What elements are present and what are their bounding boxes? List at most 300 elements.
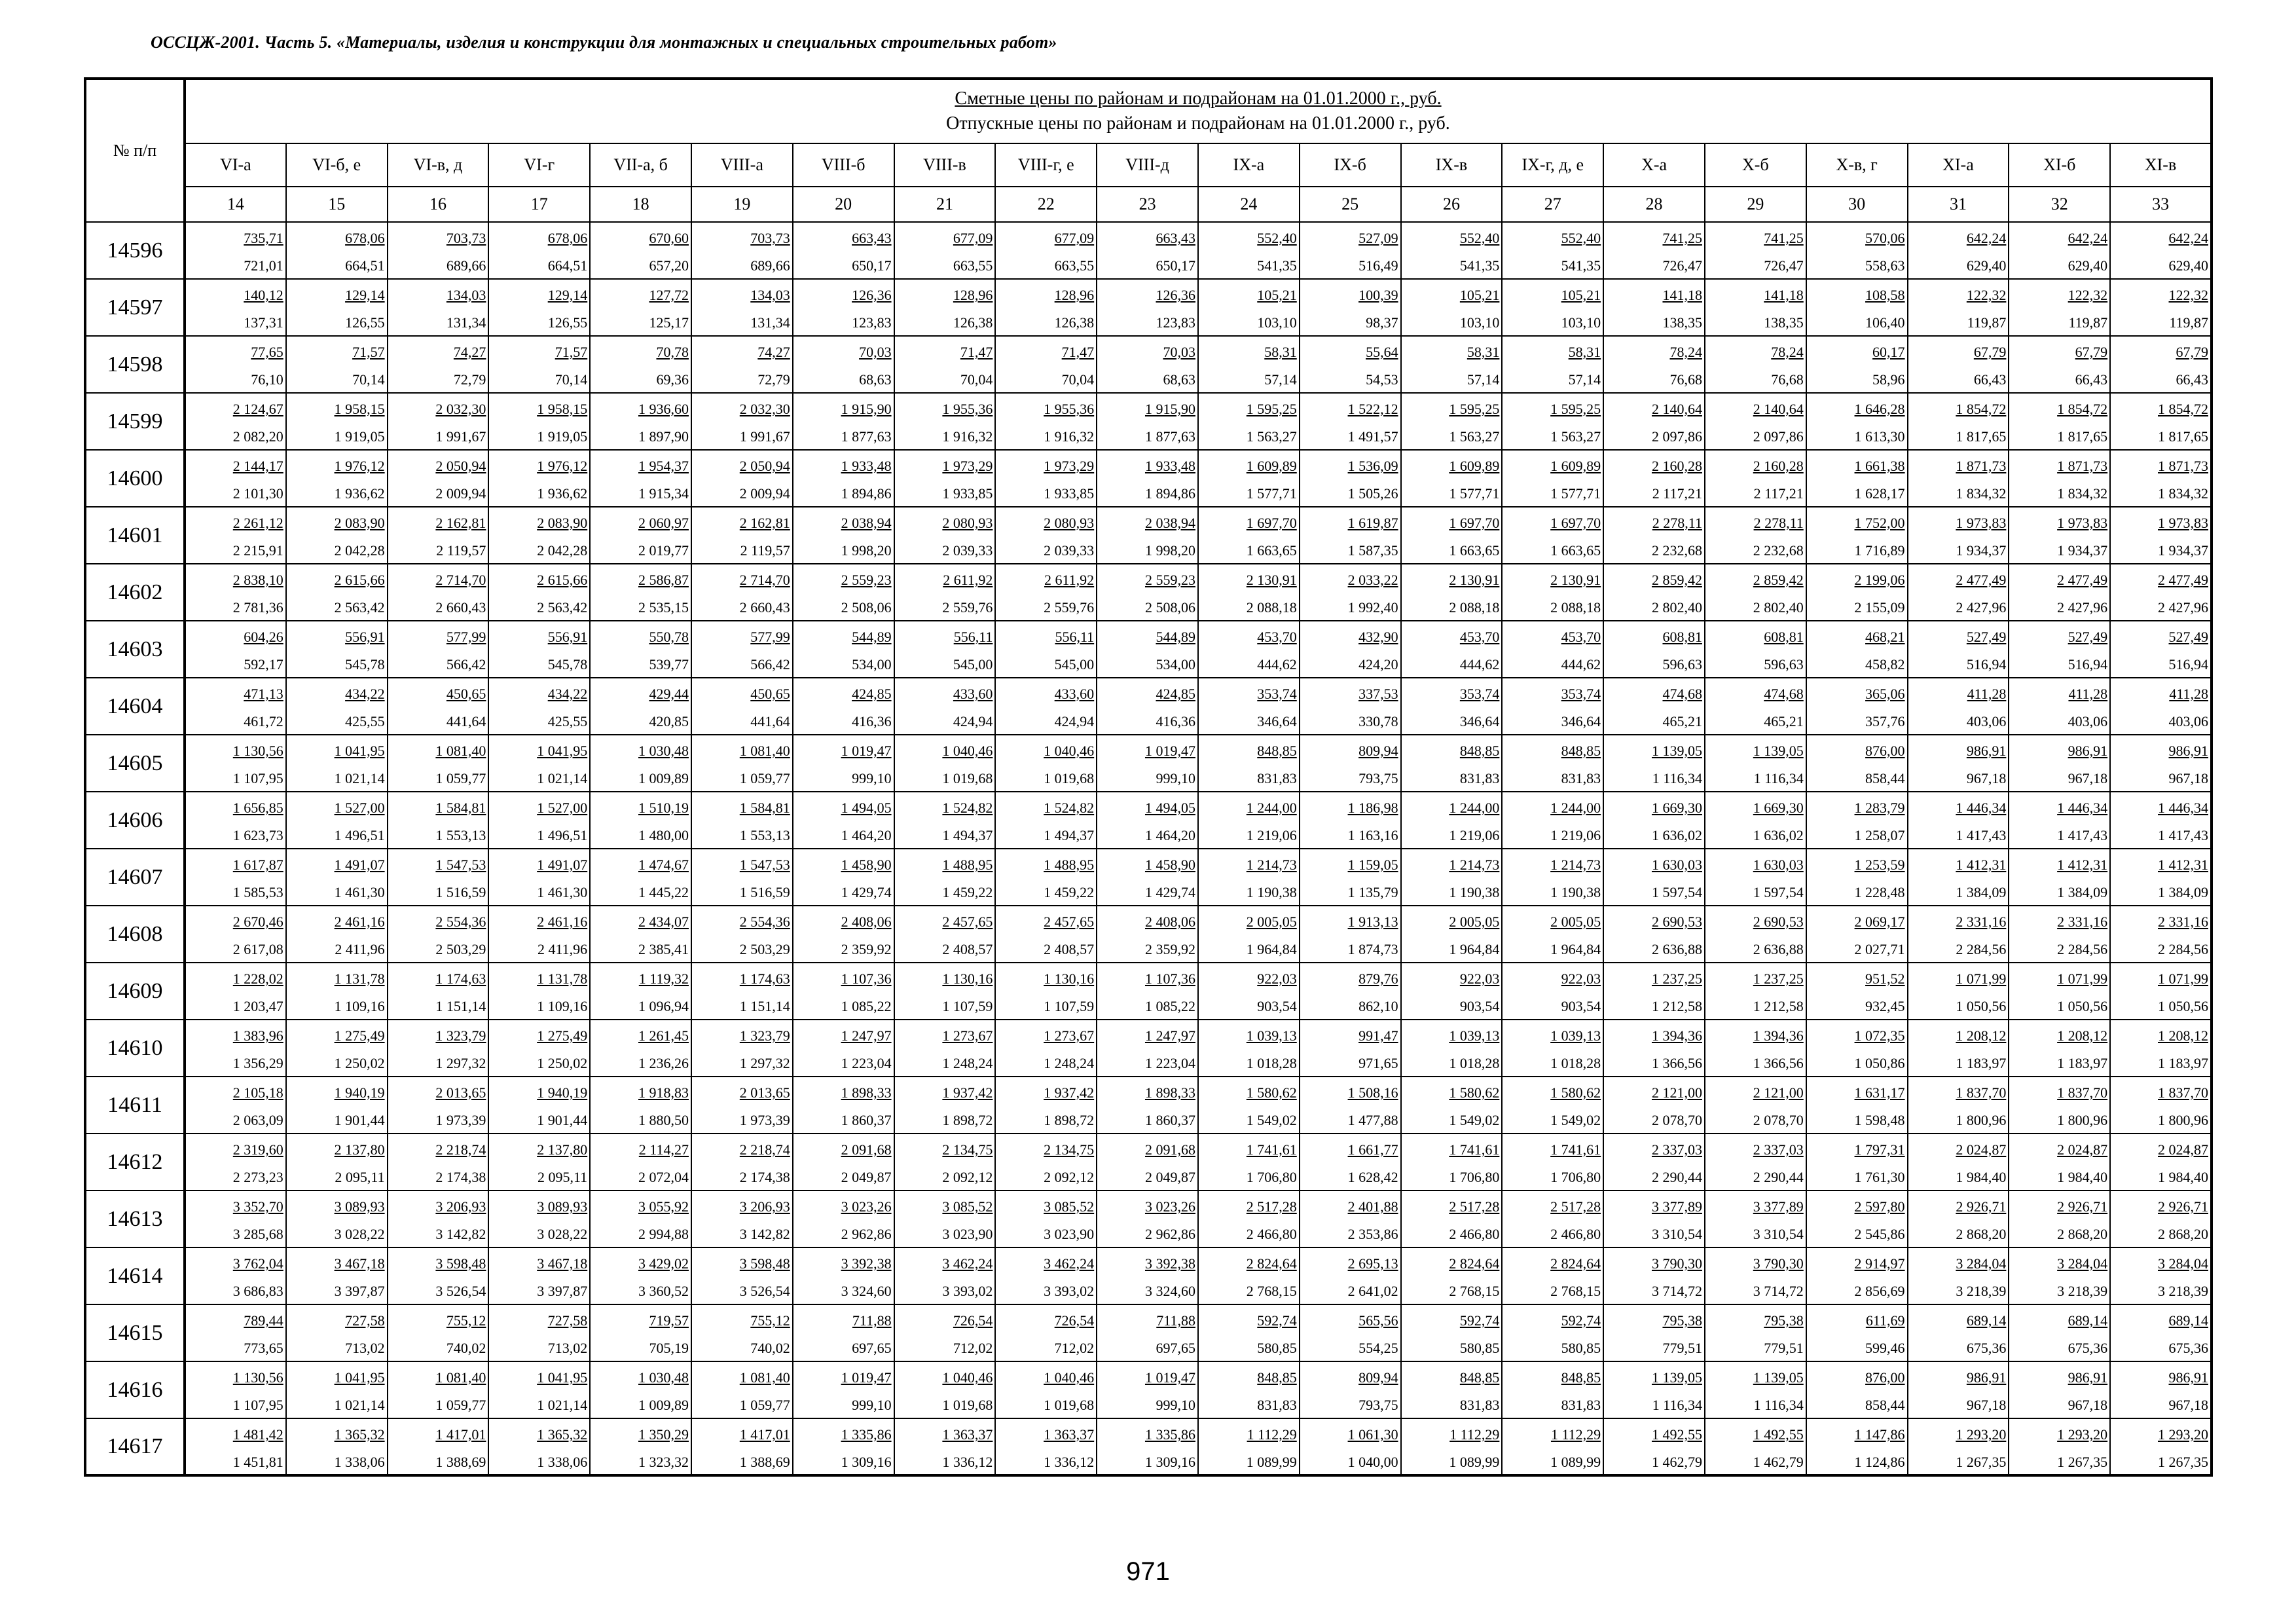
price-cell (286, 1361, 388, 1418)
price-cell (1806, 564, 1908, 621)
estimate-price: 1 646,28 (1854, 401, 1905, 417)
release-price: 2 408,57 (942, 941, 993, 957)
estimate-price: 577,99 (750, 629, 790, 645)
release-price: 1 934,37 (2158, 542, 2208, 559)
estimate-price: 2 038,94 (1144, 515, 1195, 531)
price-cell (590, 906, 691, 963)
price-cell (1705, 621, 1806, 678)
table-row (85, 1134, 2212, 1190)
price-cell (1300, 1361, 1401, 1418)
release-price: 1 116,34 (1753, 770, 1804, 786)
release-price: 1 050,56 (1956, 998, 2007, 1014)
estimate-price: 986,91 (2068, 743, 2108, 759)
item-code: 14598 (85, 336, 185, 393)
release-price: 1 623,73 (232, 827, 283, 843)
estimate-price: 2 331,16 (2158, 913, 2208, 930)
price-cell (286, 621, 388, 678)
estimate-price: 2 517,28 (1449, 1198, 1500, 1215)
estimate-price: 2 033,22 (1347, 572, 1398, 588)
release-price: 1 919,05 (334, 428, 385, 445)
estimate-price: 1 595,25 (1246, 401, 1297, 417)
table-row (85, 963, 2212, 1020)
estimate-price: 2 461,16 (334, 913, 385, 930)
price-cell (1097, 1077, 1198, 1134)
price-cell (1198, 336, 1300, 393)
price-cell (590, 1247, 691, 1304)
estimate-price: 789,44 (244, 1312, 283, 1329)
release-price: 1 761,30 (1854, 1169, 1905, 1185)
estimate-price: 2 434,07 (638, 913, 689, 930)
release-price: 1 190,38 (1550, 884, 1601, 900)
price-cell (1603, 450, 1705, 507)
estimate-price: 1 973,83 (1956, 515, 2007, 531)
price-cell (995, 564, 1097, 621)
price-cell (590, 1020, 691, 1077)
estimate-price: 2 032,30 (739, 401, 790, 417)
release-price: 1 417,43 (2158, 827, 2208, 843)
price-cell (1502, 450, 1603, 507)
estimate-price: 1 040,46 (942, 743, 993, 759)
estimate-price: 122,32 (2068, 287, 2108, 303)
estimate-price: 1 273,67 (1044, 1027, 1095, 1044)
price-cell (1806, 792, 1908, 849)
price-cell (1908, 507, 2009, 564)
price-cell (1603, 963, 1705, 1020)
release-price: 1 505,26 (1347, 485, 1398, 502)
estimate-price: 848,85 (1257, 743, 1297, 759)
release-price: 1 309,16 (1144, 1454, 1195, 1470)
release-price: 675,36 (1966, 1340, 2007, 1356)
estimate-price: 2 714,70 (739, 572, 790, 588)
release-price: 1 059,77 (739, 1397, 790, 1413)
estimate-price: 1 630,03 (1753, 857, 1804, 873)
item-code: 14597 (85, 279, 185, 336)
release-price: 1 250,02 (537, 1055, 588, 1071)
estimate-price: 1 130,16 (1044, 970, 1095, 987)
release-price: 534,00 (1156, 656, 1195, 673)
price-cell (1198, 1304, 1300, 1361)
estimate-price: 1 253,59 (1854, 857, 1905, 873)
release-price: 1 183,97 (1956, 1055, 2007, 1071)
price-cell (1300, 906, 1401, 963)
estimate-price: 1 244,00 (1449, 800, 1500, 816)
price-cell (1908, 1134, 2009, 1190)
estimate-price: 1 669,30 (1753, 800, 1804, 816)
release-price: 1 800,96 (2158, 1112, 2208, 1128)
estimate-price: 450,65 (750, 686, 790, 702)
price-cell (488, 1190, 590, 1247)
price-cell (1806, 393, 1908, 450)
price-cell (1705, 1190, 1806, 1247)
release-price: 629,40 (2168, 257, 2208, 274)
price-cell (1908, 849, 2009, 906)
estimate-price: 3 392,38 (1144, 1255, 1195, 1272)
release-price: 773,65 (244, 1340, 283, 1356)
price-cell (1806, 336, 1908, 393)
release-price: 1 916,32 (942, 428, 993, 445)
price-cell (488, 393, 590, 450)
estimate-price: 1 130,56 (232, 743, 283, 759)
price-cell (995, 792, 1097, 849)
estimate-price: 727,58 (547, 1312, 588, 1329)
price-cell (1097, 1361, 1198, 1418)
price-cell (793, 1190, 894, 1247)
price-cell (590, 1190, 691, 1247)
price-cell (590, 336, 691, 393)
release-price: 2 097,86 (1651, 428, 1702, 445)
release-price: 1 860,37 (1144, 1112, 1195, 1128)
estimate-price: 2 134,75 (1044, 1141, 1095, 1158)
release-price: 3 324,60 (841, 1283, 892, 1299)
release-price: 2 641,02 (1347, 1283, 1398, 1299)
price-cell (691, 336, 793, 393)
estimate-price: 353,74 (1561, 686, 1601, 702)
estimate-price: 565,56 (1358, 1312, 1398, 1329)
price-cell (691, 1304, 793, 1361)
table-row (85, 336, 2212, 393)
release-price: 1 973,39 (739, 1112, 790, 1128)
price-cell (2009, 222, 2110, 279)
price-cell (793, 906, 894, 963)
price-cell (286, 906, 388, 963)
price-cell (2009, 450, 2110, 507)
release-price: 1 297,32 (435, 1055, 486, 1071)
release-price: 3 714,72 (1753, 1283, 1804, 1299)
release-price: 2 508,06 (1144, 599, 1195, 616)
price-cell (995, 336, 1097, 393)
price-cell (1198, 735, 1300, 792)
price-cell (2110, 393, 2212, 450)
release-price: 1 021,14 (334, 1397, 385, 1413)
release-price: 1 417,43 (2057, 827, 2108, 843)
estimate-price: 1 854,72 (2057, 401, 2108, 417)
estimate-price: 1 446,34 (1956, 800, 2007, 816)
estimate-price: 2 611,92 (943, 572, 993, 588)
price-cell (1401, 1247, 1503, 1304)
price-cell (2009, 393, 2110, 450)
price-cell (388, 393, 489, 450)
release-price: 1 834,32 (1956, 485, 2007, 502)
price-cell (1603, 393, 1705, 450)
price-cell (488, 906, 590, 963)
price-cell (1806, 1361, 1908, 1418)
estimate-price: 1 580,62 (1550, 1084, 1601, 1101)
estimate-price: 703,73 (446, 230, 486, 246)
price-cell (1300, 1134, 1401, 1190)
column-header: VI-в, д (388, 143, 489, 187)
price-cell (1502, 393, 1603, 450)
release-price: 2 088,18 (1246, 599, 1297, 616)
estimate-price: 1 898,33 (841, 1084, 892, 1101)
estimate-price: 1 275,49 (334, 1027, 385, 1044)
price-cell (185, 963, 286, 1020)
price-cell (1502, 906, 1603, 963)
release-price: 1 991,67 (739, 428, 790, 445)
estimate-price: 1 039,13 (1550, 1027, 1601, 1044)
release-price: 2 009,94 (739, 485, 790, 502)
estimate-price: 2 615,66 (537, 572, 588, 588)
release-price: 1 491,57 (1347, 428, 1398, 445)
release-price: 70,14 (555, 371, 588, 388)
price-cell (995, 450, 1097, 507)
price-cell (488, 621, 590, 678)
estimate-price: 1 039,13 (1246, 1027, 1297, 1044)
price-cell (691, 1077, 793, 1134)
price-cell (388, 735, 489, 792)
release-price: 740,02 (446, 1340, 486, 1356)
price-cell (2110, 1361, 2212, 1418)
estimate-price: 1 584,81 (739, 800, 790, 816)
estimate-price: 2 121,00 (1753, 1084, 1804, 1101)
release-price: 1 388,69 (739, 1454, 790, 1470)
item-code: 14606 (85, 792, 185, 849)
price-cell (691, 450, 793, 507)
release-price: 2 868,20 (1956, 1226, 2007, 1242)
release-price: 2 078,70 (1753, 1112, 1804, 1128)
estimate-price: 1 474,67 (638, 857, 689, 873)
estimate-price: 1 492,55 (1753, 1426, 1804, 1443)
release-price: 2 097,86 (1753, 428, 1804, 445)
release-price: 862,10 (1358, 998, 1398, 1014)
price-cell (1300, 564, 1401, 621)
release-price: 2 802,40 (1753, 599, 1804, 616)
release-price: 1 267,35 (2057, 1454, 2108, 1470)
estimate-price: 58,31 (1568, 344, 1601, 360)
price-cell (1097, 1247, 1198, 1304)
price-cell (1908, 792, 2009, 849)
price-cell (1705, 507, 1806, 564)
estimate-price: 1 417,01 (739, 1426, 790, 1443)
release-price: 779,51 (1662, 1340, 1702, 1356)
estimate-price: 2 130,91 (1246, 572, 1297, 588)
release-price: 596,63 (1764, 656, 1804, 673)
release-price: 831,83 (1459, 1397, 1500, 1413)
estimate-price: 1 208,12 (2057, 1027, 2108, 1044)
release-price: 1 267,35 (1956, 1454, 2007, 1470)
estimate-price: 1 139,05 (1753, 1369, 1804, 1386)
item-code: 14602 (85, 564, 185, 621)
estimate-price: 2 130,91 (1550, 572, 1601, 588)
price-cell (1502, 507, 1603, 564)
release-price: 2 535,15 (638, 599, 689, 616)
price-cell (1806, 621, 1908, 678)
price-cell (1300, 621, 1401, 678)
estimate-price: 1 139,05 (1753, 743, 1804, 759)
estimate-price: 1 323,79 (435, 1027, 486, 1044)
release-price: 657,20 (649, 257, 689, 274)
price-cell (1300, 336, 1401, 393)
price-cell (1908, 279, 2009, 336)
estimate-price: 1 030,48 (638, 743, 689, 759)
release-price: 1 577,71 (1246, 485, 1297, 502)
column-number: 30 (1806, 187, 1908, 222)
release-price: 3 310,54 (1651, 1226, 1702, 1242)
price-cell (1401, 678, 1503, 735)
release-price: 1 916,32 (1044, 428, 1095, 445)
estimate-price: 2 005,05 (1246, 913, 1297, 930)
release-price: 1 116,34 (1753, 1397, 1804, 1413)
estimate-price: 1 293,20 (2158, 1426, 2208, 1443)
estimate-price: 755,12 (750, 1312, 790, 1329)
release-price: 3 397,87 (334, 1283, 385, 1299)
release-price: 126,38 (1054, 314, 1095, 331)
estimate-price: 1 741,61 (1246, 1141, 1297, 1158)
release-price: 2 092,12 (942, 1169, 993, 1185)
price-cell (995, 963, 1097, 1020)
release-price: 580,85 (1459, 1340, 1500, 1356)
release-price: 2 559,76 (942, 599, 993, 616)
release-price: 967,18 (2168, 770, 2208, 786)
release-price: 1 212,58 (1753, 998, 1804, 1014)
price-cell (894, 1418, 996, 1475)
price-cell (1806, 222, 1908, 279)
estimate-price: 105,21 (1561, 287, 1601, 303)
release-price: 558,63 (1865, 257, 1905, 274)
release-price: 1 894,86 (1144, 485, 1195, 502)
estimate-price: 1 958,15 (334, 401, 385, 417)
price-cell (286, 1304, 388, 1361)
estimate-price: 670,60 (649, 230, 689, 246)
estimate-price: 2 611,92 (1044, 572, 1095, 588)
release-price: 545,78 (345, 656, 385, 673)
price-cell (1908, 450, 2009, 507)
release-price: 1 384,09 (2057, 884, 2108, 900)
estimate-price: 604,26 (244, 629, 283, 645)
release-price: 664,51 (345, 257, 385, 274)
column-header: VIII-д (1097, 143, 1198, 187)
estimate-price: 592,74 (1459, 1312, 1500, 1329)
estimate-price: 450,65 (446, 686, 486, 702)
estimate-price: 1 019,47 (841, 1369, 892, 1386)
price-cell (388, 336, 489, 393)
estimate-price: 134,03 (446, 287, 486, 303)
release-price: 72,79 (453, 371, 486, 388)
estimate-price: 1 412,31 (2057, 857, 2108, 873)
estimate-price: 1 237,25 (1753, 970, 1804, 987)
release-price: 1 464,20 (841, 827, 892, 843)
release-price: 1 553,13 (739, 827, 790, 843)
price-cell (286, 507, 388, 564)
estimate-price: 1 214,73 (1246, 857, 1297, 873)
release-price: 596,63 (1662, 656, 1702, 673)
estimate-price: 556,11 (953, 629, 993, 645)
release-price: 2 411,96 (538, 941, 588, 957)
release-price: 3 526,54 (739, 1283, 790, 1299)
price-cell (1908, 735, 2009, 792)
price-cell (1603, 1134, 1705, 1190)
price-cell (388, 1020, 489, 1077)
release-price: 2 962,86 (1144, 1226, 1195, 1242)
estimate-price: 556,11 (1055, 629, 1095, 645)
estimate-price: 1 335,86 (841, 1426, 892, 1443)
estimate-price: 727,58 (345, 1312, 385, 1329)
release-price: 1 096,94 (638, 998, 689, 1014)
price-cell (1806, 678, 1908, 735)
table-row (85, 1361, 2212, 1418)
price-cell (488, 1418, 590, 1475)
estimate-price: 1 973,29 (942, 458, 993, 474)
release-price: 2 155,09 (1854, 599, 1905, 616)
price-cell (590, 1134, 691, 1190)
price-cell (995, 1304, 1097, 1361)
price-cell (2110, 1190, 2212, 1247)
release-price: 1 297,32 (739, 1055, 790, 1071)
price-cell (2110, 279, 2212, 336)
release-price: 1 817,65 (2057, 428, 2108, 445)
column-number: 14 (185, 187, 286, 222)
estimate-price: 2 457,65 (1044, 913, 1095, 930)
estimate-price: 71,47 (1061, 344, 1095, 360)
estimate-price: 2 024,87 (2057, 1141, 2108, 1158)
release-price: 2 290,44 (1651, 1169, 1702, 1185)
release-price: 831,83 (1257, 770, 1297, 786)
table-row (85, 906, 2212, 963)
estimate-price: 1 112,29 (1247, 1426, 1297, 1443)
estimate-price: 1 481,42 (232, 1426, 283, 1443)
estimate-price: 1 837,70 (1956, 1084, 2007, 1101)
release-price: 712,02 (953, 1340, 993, 1356)
release-price: 1 462,79 (1753, 1454, 1804, 1470)
price-cell (894, 1304, 996, 1361)
release-price: 1 973,39 (435, 1112, 486, 1128)
price-cell (1401, 963, 1503, 1020)
estimate-price: 2 121,00 (1651, 1084, 1702, 1101)
release-price: 2 119,57 (740, 542, 790, 559)
release-price: 2 039,33 (942, 542, 993, 559)
price-cell (793, 1077, 894, 1134)
price-cell (1603, 564, 1705, 621)
estimate-price: 1 584,81 (435, 800, 486, 816)
release-price: 138,35 (1662, 314, 1702, 331)
estimate-price: 2 013,65 (739, 1084, 790, 1101)
estimate-price: 3 467,18 (537, 1255, 588, 1272)
release-price: 66,43 (2176, 371, 2208, 388)
release-price: 103,10 (1459, 314, 1500, 331)
estimate-price: 2 461,16 (537, 913, 588, 930)
price-cell (1198, 1361, 1300, 1418)
estimate-price: 3 377,89 (1753, 1198, 1804, 1215)
estimate-price: 127,72 (649, 287, 689, 303)
estimate-price: 642,24 (2168, 230, 2208, 246)
estimate-price: 2 408,06 (841, 913, 892, 930)
estimate-price: 2 137,80 (537, 1141, 588, 1158)
release-price: 1 445,22 (638, 884, 689, 900)
price-cell (1198, 1077, 1300, 1134)
price-cell (286, 450, 388, 507)
release-price: 1 716,89 (1854, 542, 1905, 559)
estimate-price: 1 273,67 (942, 1027, 993, 1044)
price-cell (1401, 1304, 1503, 1361)
table-row (85, 621, 2212, 678)
price-cell (185, 1020, 286, 1077)
estimate-price: 434,22 (547, 686, 588, 702)
release-price: 3 714,72 (1651, 1283, 1702, 1299)
estimate-price: 552,40 (1257, 230, 1297, 246)
item-code: 14603 (85, 621, 185, 678)
price-cell (1502, 279, 1603, 336)
estimate-price: 2 050,94 (435, 458, 486, 474)
price-cell (1603, 222, 1705, 279)
estimate-price: 1 119,32 (638, 970, 689, 987)
estimate-price: 2 554,36 (435, 913, 486, 930)
estimate-price: 3 392,38 (841, 1255, 892, 1272)
estimate-price: 577,99 (446, 629, 486, 645)
estimate-price: 1 019,47 (841, 743, 892, 759)
release-price: 1 388,69 (435, 1454, 486, 1470)
estimate-price: 592,74 (1561, 1312, 1601, 1329)
release-price: 1 933,85 (1044, 485, 1095, 502)
release-price: 534,00 (852, 656, 892, 673)
